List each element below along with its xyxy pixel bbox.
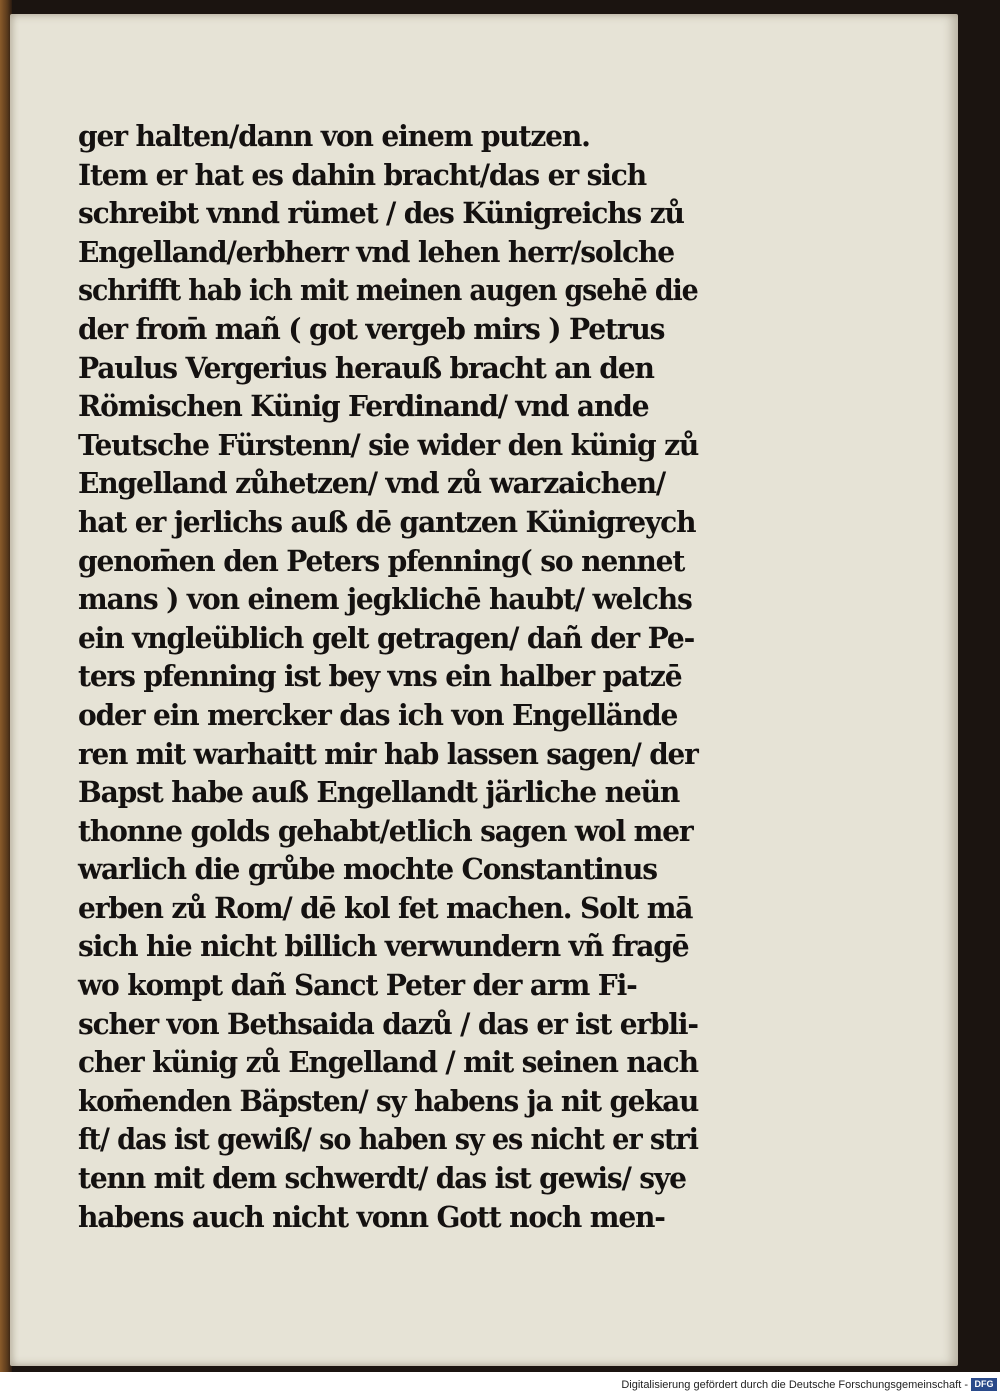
text-line: oder ein mercker das ich von Engellände [78,697,678,732]
funding-credit: Digitalisierung gefördert durch die Deutsche Forschungsgemeinschaft - [621,1379,968,1391]
text-line: mans ) von einem jegklichē haubt/ welchs [78,582,692,617]
text-line: wo kompt dañ Sanct Peter der arm Fi- [78,968,637,1003]
text-line: ger halten/dann von einem putzen. [78,119,590,153]
text-line: kom̄enden Bäpsten/ sy habens ja nit gekau [78,1083,699,1118]
text-line: ters pfenning ist bey vns ein halber patzē [78,659,682,694]
text-line: Item er hat es dahin bracht/das er sich [78,157,646,192]
text-line: der from̄ mañ ( got vergeb mirs ) Petrus [78,311,665,346]
text-line: thonne golds gehabt/etlich sagen wol mer [78,813,693,848]
text-line: ren mit warhaitt mir hab lassen sagen/ der [78,736,698,771]
text-line: ft/ das ist gewiß/ so haben sy es nicht er stri [78,1122,698,1157]
text-line: Bapst habe auß Engellandt järliche neün [78,775,680,810]
text-line: habens auch nicht vonn Gott noch men- [78,1199,665,1234]
text-block [78,117,718,1236]
text-line: genom̄en den Peters pfenning( so nennet [78,543,685,578]
text-line: schrifft hab ich mit meinen augen gsehē die [78,273,698,308]
text-line: Römischen Künig Ferdinand/ vnd ande [78,389,649,424]
dfg-logo: DFG [971,1378,997,1391]
text-line: scher von Bethsaida dazů / das er ist erbli- [78,1006,698,1041]
book-page [10,14,958,1366]
text-line: Engelland/erbherr vnd lehen herr/solche [78,234,674,269]
text-line: Engelland zůhetzen/ vnd zů warzaichen/ [78,466,665,501]
text-line: warlich die grůbe mochte Constantinus [78,852,657,887]
text-line: erben zů Rom/ dē kol fet machen. Solt mā [78,890,693,925]
text-line: sich hie nicht billich verwundern vñ fragē [78,929,689,964]
text-line: Teutsche Fürstenn/ sie wider den künig zů [78,427,699,462]
text-line: ein vngleüblich gelt getragen/ dañ der Pe- [78,620,695,655]
text-line: cher künig zů Engelland / mit seinen nach [78,1045,698,1080]
text-line: tenn mit dem schwerdt/ das ist gewis/ sye [78,1161,686,1196]
text-line: hat er jerlichs auß dē gantzen Künigreych [78,504,696,539]
text-line: schreibt vnnd rümet / des Künigreichs zů [78,196,684,231]
text-line: Paulus Vergerius herauß bracht an den [78,350,654,385]
footer [0,1372,1000,1397]
